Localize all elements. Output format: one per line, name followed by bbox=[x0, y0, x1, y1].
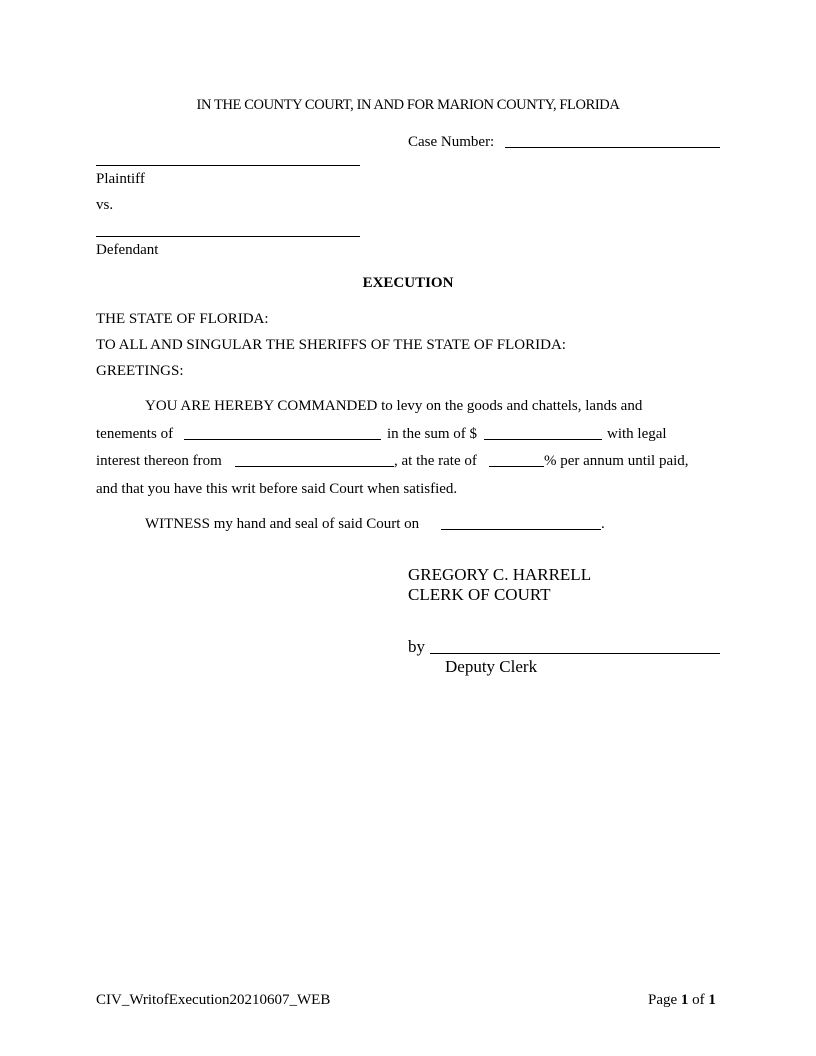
plaintiff-name-field[interactable] bbox=[96, 165, 360, 166]
plaintiff-label: Plaintiff bbox=[96, 171, 145, 187]
witness-period: . bbox=[601, 516, 605, 532]
per-annum-label: % per annum until paid, bbox=[544, 453, 689, 469]
by-label: by bbox=[408, 637, 425, 656]
body-line-4: and that you have this writ before said Court when satisfied. bbox=[96, 481, 458, 497]
page-word: Page bbox=[648, 992, 678, 1008]
document-title: EXECUTION bbox=[362, 275, 454, 291]
interest-from-label: interest thereon from bbox=[96, 453, 222, 469]
rate-label: , at the rate of bbox=[394, 453, 477, 469]
with-legal-label: with legal bbox=[607, 426, 667, 442]
case-number-field[interactable] bbox=[505, 147, 720, 148]
court-heading: IN THE COUNTY COURT, IN AND FOR MARION COUNTY, FLORIDA bbox=[196, 97, 620, 113]
sum-amount-field[interactable] bbox=[484, 439, 602, 440]
deputy-clerk-label: Deputy Clerk bbox=[445, 657, 538, 676]
tenements-of-field[interactable] bbox=[184, 439, 381, 440]
body-line-1: YOU ARE HEREBY COMMANDED to levy on the goods and chattels, lands and bbox=[145, 398, 643, 414]
page-of: of bbox=[692, 992, 705, 1008]
page-current: 1 bbox=[680, 992, 689, 1008]
deputy-signature-field[interactable] bbox=[430, 653, 720, 654]
form-id: CIV_WritofExecution20210607_WEB bbox=[96, 992, 331, 1008]
witness-date-field[interactable] bbox=[441, 529, 601, 530]
versus-label: vs. bbox=[96, 197, 114, 213]
interest-rate-field[interactable] bbox=[489, 466, 544, 467]
case-number-label: Case Number: bbox=[408, 134, 495, 150]
tenements-label: tenements of bbox=[96, 426, 174, 442]
interest-date-field[interactable] bbox=[235, 466, 394, 467]
clerk-title: CLERK OF COURT bbox=[408, 585, 551, 604]
defendant-label: Defendant bbox=[96, 242, 159, 258]
page-indicator bbox=[648, 991, 716, 1009]
defendant-name-field[interactable] bbox=[96, 236, 360, 237]
page-total: 1 bbox=[708, 992, 716, 1008]
salutation-greetings: GREETINGS: bbox=[96, 363, 184, 379]
salutation-state: THE STATE OF FLORIDA: bbox=[96, 311, 269, 327]
witness-label: WITNESS my hand and seal of said Court on bbox=[145, 516, 420, 532]
clerk-name: GREGORY C. HARRELL bbox=[408, 565, 592, 584]
sum-label: in the sum of $ bbox=[387, 426, 477, 442]
salutation-sheriffs: TO ALL AND SINGULAR THE SHERIFFS OF THE STATE OF FLORIDA: bbox=[96, 337, 566, 353]
